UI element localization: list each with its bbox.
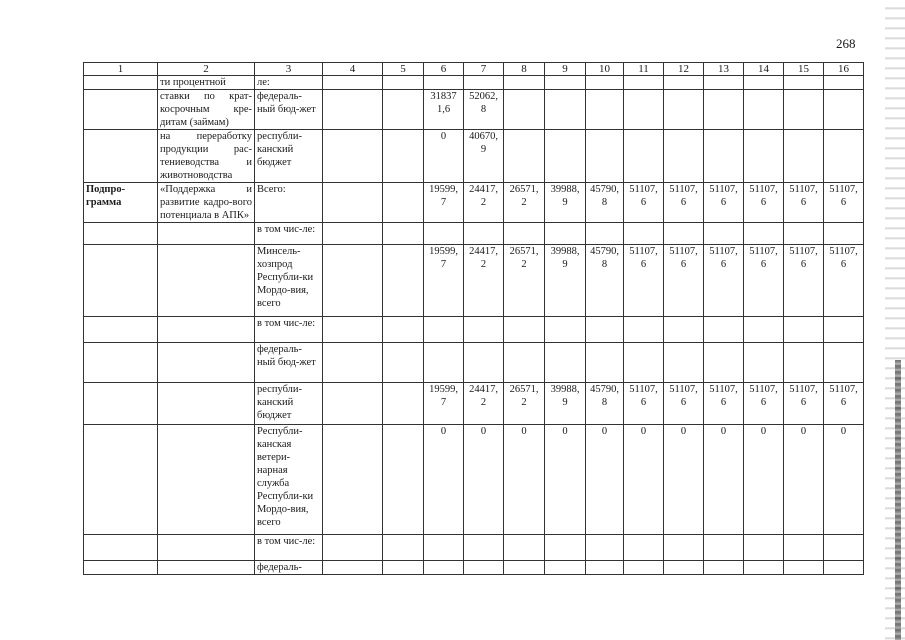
funding-source-cell: Всего: [255, 183, 323, 223]
page-number: 268 [836, 36, 856, 51]
column-number-cell: 15 [784, 63, 824, 76]
amount-cell [784, 90, 824, 130]
amount-cell [824, 561, 864, 575]
empty-cell [383, 90, 424, 130]
table-row [84, 317, 864, 343]
amount-cell [586, 76, 624, 90]
amount-cell: 51107, 6 [624, 183, 664, 223]
amount-cell: 0 [744, 425, 784, 535]
program-name-cell [158, 223, 255, 245]
amount-cell [704, 223, 744, 245]
amount-cell: 0 [704, 425, 744, 535]
program-level-cell [84, 223, 158, 245]
amount-cell: 0 [664, 425, 704, 535]
table-row [84, 343, 864, 383]
amount-cell: 0 [784, 425, 824, 535]
budget-table [83, 62, 864, 575]
program-name-cell: «Поддержка и развитие кадро-вого потенциала в АПК» [158, 183, 255, 223]
empty-cell [323, 317, 383, 343]
amount-cell [704, 535, 744, 561]
program-level-cell [84, 343, 158, 383]
program-level-cell [84, 425, 158, 535]
funding-source-cell: республи-канский бюджет [255, 130, 323, 183]
amount-cell [586, 317, 624, 343]
amount-cell [504, 223, 545, 245]
column-number-cell: 7 [464, 63, 504, 76]
empty-cell [383, 561, 424, 575]
amount-cell: 24417, 2 [464, 245, 504, 317]
amount-cell: 45790, 8 [586, 183, 624, 223]
funding-source-cell: Республи-канская ветери-нарная служба Республи-ки Мордо-вия, всего [255, 425, 323, 535]
amount-cell: 0 [545, 425, 586, 535]
amount-cell [464, 535, 504, 561]
program-level-cell [84, 535, 158, 561]
amount-cell [744, 76, 784, 90]
column-number-cell: 10 [586, 63, 624, 76]
amount-cell [824, 90, 864, 130]
empty-cell [383, 343, 424, 383]
amount-cell [545, 317, 586, 343]
program-level-cell [84, 561, 158, 575]
amount-cell [624, 343, 664, 383]
amount-cell [744, 90, 784, 130]
program-level-cell: Подпро-грамма [84, 183, 158, 223]
amount-cell [504, 535, 545, 561]
amount-cell [664, 535, 704, 561]
program-name-cell [158, 561, 255, 575]
amount-cell: 51107, 6 [784, 183, 824, 223]
empty-cell [323, 561, 383, 575]
funding-source-cell: в том чис-ле: [255, 223, 323, 245]
amount-cell [424, 223, 464, 245]
amount-cell [664, 317, 704, 343]
column-number-cell: 5 [383, 63, 424, 76]
program-level-cell [84, 383, 158, 425]
amount-cell [464, 343, 504, 383]
program-name-cell: ставки по крат-косрочным кре-дитам (займам) [158, 90, 255, 130]
funding-source-cell: в том чис-ле: [255, 317, 323, 343]
table-row [84, 130, 864, 183]
column-number-cell: 3 [255, 63, 323, 76]
empty-cell [323, 223, 383, 245]
amount-cell [704, 76, 744, 90]
amount-cell [504, 317, 545, 343]
amount-cell [586, 343, 624, 383]
amount-cell: 45790, 8 [586, 245, 624, 317]
empty-cell [323, 535, 383, 561]
amount-cell: 51107, 6 [784, 245, 824, 317]
amount-cell: 31837 1,6 [424, 90, 464, 130]
column-number-cell: 14 [744, 63, 784, 76]
amount-cell: 39988, 9 [545, 383, 586, 425]
table-row [84, 76, 864, 90]
amount-cell: 19599, 7 [424, 183, 464, 223]
amount-cell [464, 317, 504, 343]
amount-cell [704, 90, 744, 130]
empty-cell [383, 425, 424, 535]
amount-cell [504, 561, 545, 575]
empty-cell [323, 383, 383, 425]
amount-cell: 19599, 7 [424, 245, 464, 317]
amount-cell: 51107, 6 [664, 383, 704, 425]
program-name-cell [158, 425, 255, 535]
funding-source-cell: в том чис-ле: [255, 535, 323, 561]
amount-cell: 0 [424, 130, 464, 183]
amount-cell [784, 130, 824, 183]
amount-cell: 0 [424, 425, 464, 535]
amount-cell [424, 535, 464, 561]
amount-cell [464, 223, 504, 245]
amount-cell: 19599, 7 [424, 383, 464, 425]
amount-cell [424, 343, 464, 383]
funding-source-cell: федераль- [255, 561, 323, 575]
amount-cell: 51107, 6 [624, 245, 664, 317]
program-name-cell [158, 343, 255, 383]
amount-cell [744, 130, 784, 183]
amount-cell: 0 [504, 425, 545, 535]
amount-cell [504, 130, 545, 183]
amount-cell [586, 561, 624, 575]
amount-cell [464, 561, 504, 575]
empty-cell [323, 343, 383, 383]
amount-cell [424, 317, 464, 343]
amount-cell [545, 130, 586, 183]
amount-cell [664, 76, 704, 90]
column-number-cell: 11 [624, 63, 664, 76]
amount-cell [664, 561, 704, 575]
program-level-cell [84, 317, 158, 343]
funding-source-cell: федераль-ный бюд-жет [255, 343, 323, 383]
amount-cell: 0 [586, 425, 624, 535]
amount-cell [784, 343, 824, 383]
amount-cell: 0 [464, 425, 504, 535]
amount-cell [624, 317, 664, 343]
amount-cell [784, 561, 824, 575]
amount-cell [545, 343, 586, 383]
amount-cell: 0 [824, 425, 864, 535]
empty-cell [383, 223, 424, 245]
scan-edge-artifact [885, 0, 905, 640]
amount-cell [784, 535, 824, 561]
amount-cell: 40670, 9 [464, 130, 504, 183]
table-row [84, 223, 864, 245]
column-number-cell: 12 [664, 63, 704, 76]
amount-cell [504, 343, 545, 383]
amount-cell [744, 223, 784, 245]
program-level-cell [84, 130, 158, 183]
amount-cell [784, 76, 824, 90]
amount-cell [744, 535, 784, 561]
program-level-cell [84, 90, 158, 130]
amount-cell [545, 90, 586, 130]
amount-cell [624, 76, 664, 90]
funding-source-cell: Минсель-хозпрод Республи-ки Мордо-вия, всего [255, 245, 323, 317]
amount-cell [586, 90, 624, 130]
amount-cell: 51107, 6 [624, 383, 664, 425]
amount-cell: 26571, 2 [504, 245, 545, 317]
amount-cell [624, 535, 664, 561]
amount-cell [704, 343, 744, 383]
amount-cell [704, 317, 744, 343]
column-number-row [84, 63, 864, 76]
amount-cell [624, 130, 664, 183]
amount-cell [704, 130, 744, 183]
program-name-cell [158, 245, 255, 317]
table-row [84, 535, 864, 561]
empty-cell [383, 383, 424, 425]
amount-cell: 51107, 6 [744, 383, 784, 425]
amount-cell [664, 223, 704, 245]
amount-cell [784, 317, 824, 343]
column-number-cell: 16 [824, 63, 864, 76]
program-name-cell [158, 317, 255, 343]
table-row [84, 90, 864, 130]
amount-cell [664, 130, 704, 183]
amount-cell [586, 223, 624, 245]
amount-cell: 51107, 6 [704, 383, 744, 425]
amount-cell [744, 343, 784, 383]
amount-cell: 51107, 6 [824, 383, 864, 425]
table-row [84, 425, 864, 535]
amount-cell [824, 343, 864, 383]
table-row [84, 561, 864, 575]
amount-cell [704, 561, 744, 575]
amount-cell [824, 317, 864, 343]
program-level-cell [84, 76, 158, 90]
funding-source-cell: федераль-ный бюд-жет [255, 90, 323, 130]
table-row [84, 383, 864, 425]
amount-cell: 45790, 8 [586, 383, 624, 425]
amount-cell [586, 130, 624, 183]
amount-cell: 26571, 2 [504, 383, 545, 425]
amount-cell: 51107, 6 [744, 245, 784, 317]
program-name-cell: на переработку продукции рас-тениеводства и животноводства [158, 130, 255, 183]
amount-cell: 39988, 9 [545, 183, 586, 223]
empty-cell [323, 183, 383, 223]
amount-cell [424, 561, 464, 575]
amount-cell [464, 76, 504, 90]
amount-cell: 51107, 6 [744, 183, 784, 223]
amount-cell [664, 90, 704, 130]
table-row [84, 183, 864, 223]
empty-cell [383, 76, 424, 90]
amount-cell [424, 76, 464, 90]
amount-cell [624, 561, 664, 575]
empty-cell [323, 90, 383, 130]
amount-cell [664, 343, 704, 383]
column-number-cell: 1 [84, 63, 158, 76]
amount-cell [624, 90, 664, 130]
empty-cell [383, 317, 424, 343]
amount-cell [545, 561, 586, 575]
amount-cell: 51107, 6 [824, 183, 864, 223]
empty-cell [383, 183, 424, 223]
amount-cell [824, 130, 864, 183]
table-row [84, 245, 864, 317]
program-name-cell [158, 535, 255, 561]
amount-cell: 51107, 6 [664, 245, 704, 317]
amount-cell [504, 90, 545, 130]
empty-cell [383, 130, 424, 183]
amount-cell: 39988, 9 [545, 245, 586, 317]
column-number-cell: 9 [545, 63, 586, 76]
program-name-cell [158, 383, 255, 425]
empty-cell [323, 130, 383, 183]
empty-cell [323, 245, 383, 317]
amount-cell: 51107, 6 [664, 183, 704, 223]
empty-cell [323, 425, 383, 535]
column-number-cell: 2 [158, 63, 255, 76]
amount-cell [744, 317, 784, 343]
amount-cell [784, 223, 824, 245]
amount-cell: 51107, 6 [704, 183, 744, 223]
amount-cell: 0 [624, 425, 664, 535]
amount-cell: 52062, 8 [464, 90, 504, 130]
amount-cell [624, 223, 664, 245]
amount-cell [586, 535, 624, 561]
amount-cell [824, 223, 864, 245]
empty-cell [383, 535, 424, 561]
amount-cell [504, 76, 545, 90]
amount-cell: 24417, 2 [464, 383, 504, 425]
program-level-cell [84, 245, 158, 317]
amount-cell [824, 535, 864, 561]
amount-cell: 51107, 6 [824, 245, 864, 317]
column-number-cell: 6 [424, 63, 464, 76]
amount-cell: 51107, 6 [784, 383, 824, 425]
amount-cell [824, 76, 864, 90]
amount-cell [545, 76, 586, 90]
empty-cell [383, 245, 424, 317]
amount-cell: 24417, 2 [464, 183, 504, 223]
column-number-cell: 13 [704, 63, 744, 76]
funding-source-cell: ле: [255, 76, 323, 90]
amount-cell [545, 223, 586, 245]
empty-cell [323, 76, 383, 90]
amount-cell [744, 561, 784, 575]
column-number-cell: 4 [323, 63, 383, 76]
column-number-cell: 8 [504, 63, 545, 76]
funding-source-cell: республи-канский бюджет [255, 383, 323, 425]
amount-cell: 26571, 2 [504, 183, 545, 223]
amount-cell [545, 535, 586, 561]
amount-cell: 51107, 6 [704, 245, 744, 317]
program-name-cell: ти процентной [158, 76, 255, 90]
